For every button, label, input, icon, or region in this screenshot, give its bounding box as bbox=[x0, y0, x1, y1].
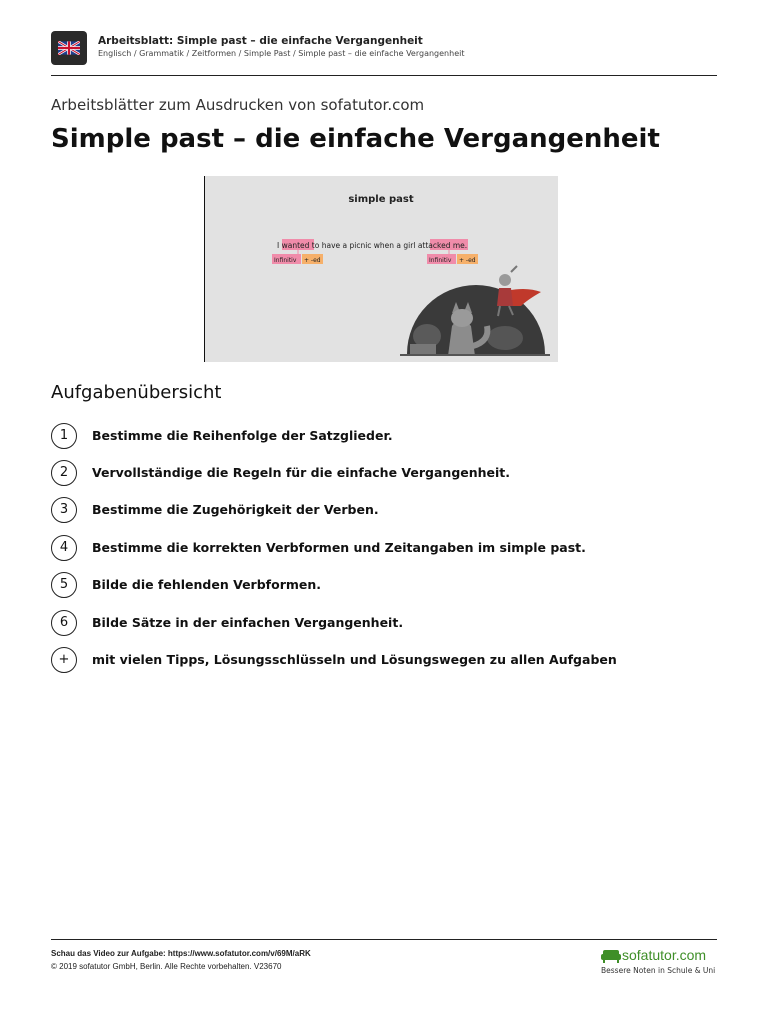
task-item-1 bbox=[51, 423, 651, 449]
task-item-2 bbox=[51, 460, 651, 486]
plus-icon: + bbox=[51, 647, 77, 673]
header-divider bbox=[51, 75, 717, 76]
task-text: Bilde die fehlenden Verbformen. bbox=[92, 577, 322, 592]
sentence-part-2: to have a picnic when a girl bbox=[309, 241, 418, 250]
sofa-logo-icon bbox=[601, 948, 621, 964]
task-text: Bestimme die korrekten Verbformen und Zeitangaben im simple past. bbox=[92, 540, 586, 555]
breadcrumb: Englisch / Grammatik / Zeitformen / Simple Past / Simple past – die einfache Vergangenheit bbox=[98, 49, 465, 58]
task-item-extras bbox=[51, 647, 651, 673]
sofatutor-logo bbox=[600, 946, 718, 980]
task-text: Bestimme die Reihenfolge der Satzglieder. bbox=[92, 428, 393, 443]
video-link-text[interactable]: Schau das Video zur Aufgabe: https://www.sofatutor.com/v/69M/aRK bbox=[51, 949, 311, 958]
brand-tagline: Bessere Noten in Schule & Uni bbox=[601, 966, 716, 975]
task-text: Bestimme die Zugehörigkeit der Verben. bbox=[92, 502, 379, 517]
video-thumbnail bbox=[204, 176, 558, 362]
brand-name: sofatutor.com bbox=[622, 947, 707, 963]
task-number-badge: 3 bbox=[51, 497, 77, 523]
tag-ed-2: + -ed bbox=[459, 257, 476, 264]
task-item-6 bbox=[51, 610, 651, 636]
header-title: Arbeitsblatt: Simple past – die einfache Vergangenheit bbox=[98, 35, 423, 47]
task-number-badge: 4 bbox=[51, 535, 77, 561]
task-text: mit vielen Tipps, Lösungsschlüsseln und Lösungswegen zu allen Aufgaben bbox=[92, 652, 617, 667]
uk-flag-icon bbox=[51, 31, 87, 65]
section-title: Aufgabenübersicht bbox=[51, 382, 222, 403]
task-text: Vervollständige die Regeln für die einfache Vergangenheit. bbox=[92, 465, 511, 480]
sentence-verb-1: wanted bbox=[281, 241, 310, 250]
task-number-badge: 2 bbox=[51, 460, 77, 486]
tag-infinitiv-2: Infinitiv bbox=[429, 257, 452, 264]
sentence-part-3: me. bbox=[450, 241, 468, 250]
tag-infinitiv-1: Infinitiv bbox=[274, 257, 297, 264]
task-number-badge: 1 bbox=[51, 423, 77, 449]
tag-ed-1: + -ed bbox=[304, 257, 321, 264]
footer-divider bbox=[51, 939, 717, 940]
worksheet-header bbox=[51, 31, 717, 75]
svg-text:I wanted to have a picnic when bbox=[277, 241, 467, 250]
thumbnail-heading: simple past bbox=[348, 194, 414, 205]
page-subtitle: Arbeitsblätter zum Ausdrucken von sofatutor.com bbox=[51, 96, 425, 114]
copyright-text: © 2019 sofatutor GmbH, Berlin. Alle Rechte vorbehalten. V23670 bbox=[51, 962, 282, 971]
sentence-verb-2: attacked bbox=[417, 241, 451, 250]
task-number-badge: 5 bbox=[51, 572, 77, 598]
task-number-badge: 6 bbox=[51, 610, 77, 636]
task-item-3 bbox=[51, 497, 651, 523]
task-item-4 bbox=[51, 535, 651, 561]
task-item-5 bbox=[51, 572, 651, 598]
page-title: Simple past – die einfache Vergangenheit bbox=[51, 124, 660, 154]
task-text: Bilde Sätze in der einfachen Vergangenheit. bbox=[92, 615, 404, 630]
sentence-part-1: I bbox=[277, 241, 282, 250]
cartoon-illustration bbox=[400, 266, 550, 356]
